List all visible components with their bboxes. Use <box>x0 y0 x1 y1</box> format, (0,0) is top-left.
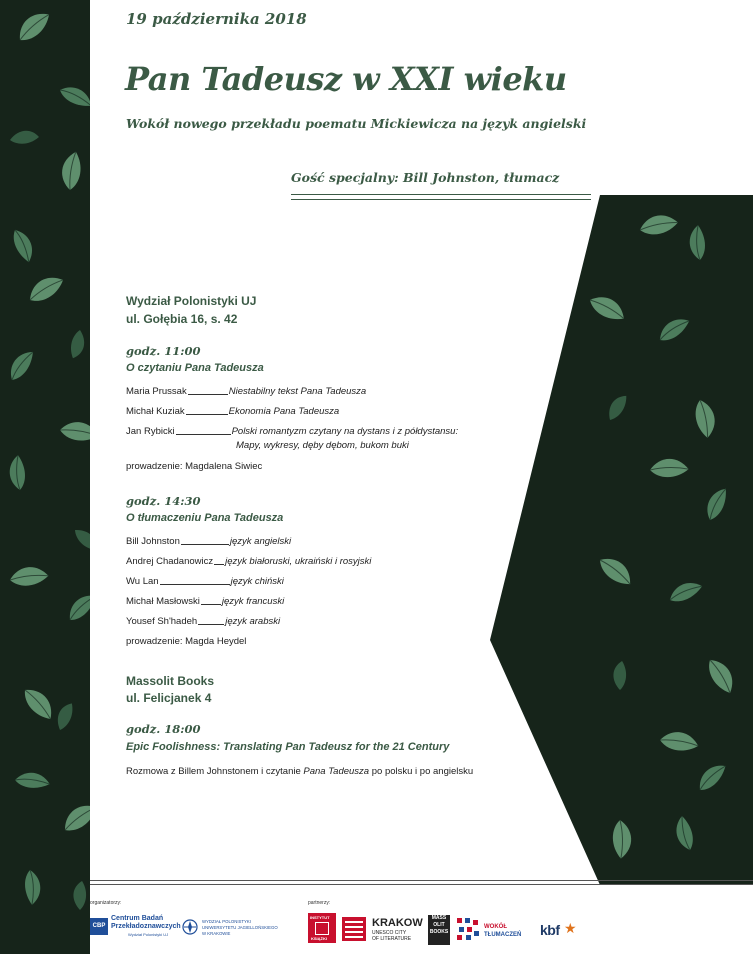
session2-row <box>126 576 284 587</box>
logo-name: KRAKOW <box>372 917 423 929</box>
crest-icon <box>182 917 198 937</box>
session2-row <box>126 616 280 627</box>
partners-label: partnerzy: <box>308 900 331 906</box>
logo-kbf <box>540 922 584 942</box>
talk-topic-line2: Mapy, wykresy, dęby dębom, bukom buki <box>236 440 409 451</box>
logo-centrum-badan <box>90 915 181 939</box>
session2-row <box>126 536 291 547</box>
talk-topic: Niestabilny tekst Pana Tadeusza <box>228 386 367 397</box>
logo-line2: KSIĄŻKI <box>311 936 327 941</box>
session2-time: godz. 14:30 <box>126 494 201 508</box>
description-italic: Pana Tadeusza <box>303 766 370 777</box>
talk-topic: Ekonomia Pana Tadeusza <box>228 406 340 417</box>
logo-line2: UNIWERSYTETU JAGIELLOŃSKIEGO <box>202 925 278 930</box>
session3-title: Epic Foolishness: Translating Pan Tadeusz for the 21 Century <box>126 741 450 753</box>
guest-rule-bottom <box>291 199 591 200</box>
speaker-name: Jan Rybicki <box>126 426 175 437</box>
logo-instytut-ksiazki <box>308 913 336 943</box>
logo-line3: W KRAKOWIE <box>202 931 231 936</box>
logo-line1: Centrum Badań <box>111 915 164 922</box>
dotted-rule <box>176 433 231 435</box>
logo-line3: Wydział Polonistyki UJ <box>128 932 169 937</box>
translator-name: Michał Masłowski <box>126 596 200 607</box>
session1-time: godz. 11:00 <box>126 344 201 358</box>
logo-wokol-tlumaczen <box>455 916 535 944</box>
guest-rule-top <box>291 194 591 195</box>
logo-line2: TŁUMACZEŃ <box>484 932 522 938</box>
dotted-rule <box>160 583 230 585</box>
venue2-address: ul. Felicjanek 4 <box>126 691 212 705</box>
session1-row <box>126 426 458 437</box>
logo-line2: Przekładoznawczych <box>111 923 181 930</box>
logo-badge: CBP <box>90 918 108 935</box>
session2-row <box>126 596 284 607</box>
session3-time: godz. 18:00 <box>126 722 201 736</box>
organizers-label: organizatorzy: <box>90 900 122 906</box>
footer-rule-bottom <box>90 884 753 885</box>
venue1-address: ul. Gołębia 16, s. 42 <box>126 312 238 326</box>
event-subtitle: Wokół nowego przekładu poematu Mickiewicza na język angielski <box>126 116 587 131</box>
dotted-rule <box>181 543 229 545</box>
ik-symbol <box>315 922 329 935</box>
session2-title: O tłumaczeniu Pana Tadeusza <box>126 512 284 524</box>
translation-language: język białoruski, ukraiński i rosyjski <box>225 556 372 567</box>
translator-name: Bill Johnston <box>126 536 180 547</box>
speaker-name: Michał Kuziak <box>126 406 185 417</box>
description-part: Rozmowa z Billem Johnstonem i czytanie <box>126 766 304 777</box>
dotted-rule <box>198 623 224 625</box>
session1-row <box>126 406 339 417</box>
talk-topic: Polski romantyzm czytany na dystans i z półdystansu: <box>231 426 459 437</box>
session1-row <box>126 386 366 397</box>
event-title: Pan Tadeusz w XXI wieku <box>125 60 567 98</box>
dotted-rule <box>188 393 228 395</box>
logo-line2: OF LITERATURE <box>372 936 412 942</box>
session1-title: O czytaniu Pana Tadeusza <box>126 362 264 374</box>
logo-line1: UNESCO CITY <box>372 930 407 936</box>
dotted-rule <box>186 413 228 415</box>
description-part: po polsku i po angielsku <box>369 766 474 777</box>
footer-rule-top <box>90 880 753 881</box>
speaker-name: Maria Prussak <box>126 386 187 397</box>
logo-krakow <box>342 917 422 943</box>
logo-text: MASS OLIT BOOKS <box>429 915 449 935</box>
session2-row <box>126 556 371 567</box>
wokol-mark-icon <box>455 916 481 942</box>
logo-line1: INSTYTUT <box>310 915 330 920</box>
special-guest: Gość specjalny: Bill Johnston, tłumacz <box>291 170 560 185</box>
dotted-rule <box>214 563 224 565</box>
event-date: 19 października 2018 <box>126 10 307 28</box>
translator-name: Wu Lan <box>126 576 159 587</box>
venue2-name: Massolit Books <box>126 674 215 688</box>
translator-name: Yousef Sh'hadeh <box>126 616 198 627</box>
star-icon: ★ <box>563 920 577 936</box>
dotted-rule <box>201 603 221 605</box>
translator-name: Andrej Chadanowicz <box>126 556 214 567</box>
logo-wydzial-polonistyki <box>182 916 292 940</box>
venue1-name: Wydział Polonistyki UJ <box>126 294 257 308</box>
translation-language: język angielski <box>229 536 292 547</box>
translation-language: język arabski <box>225 616 281 627</box>
session3-description <box>126 766 473 777</box>
session1-moderator: prowadzenie: Magdalena Siwiec <box>126 461 263 472</box>
session2-moderator: prowadzenie: Magda Heydel <box>126 636 247 647</box>
logo-line1: WYDZIAŁ POLONISTYKI <box>202 919 251 924</box>
krakow-emblem-icon <box>342 917 366 941</box>
logo-line1: WOKÓŁ <box>484 924 507 930</box>
logo-text: kbf <box>540 922 560 938</box>
logo-massolit <box>428 915 450 945</box>
translation-language: język chiński <box>230 576 284 587</box>
translation-language: język francuski <box>221 596 285 607</box>
